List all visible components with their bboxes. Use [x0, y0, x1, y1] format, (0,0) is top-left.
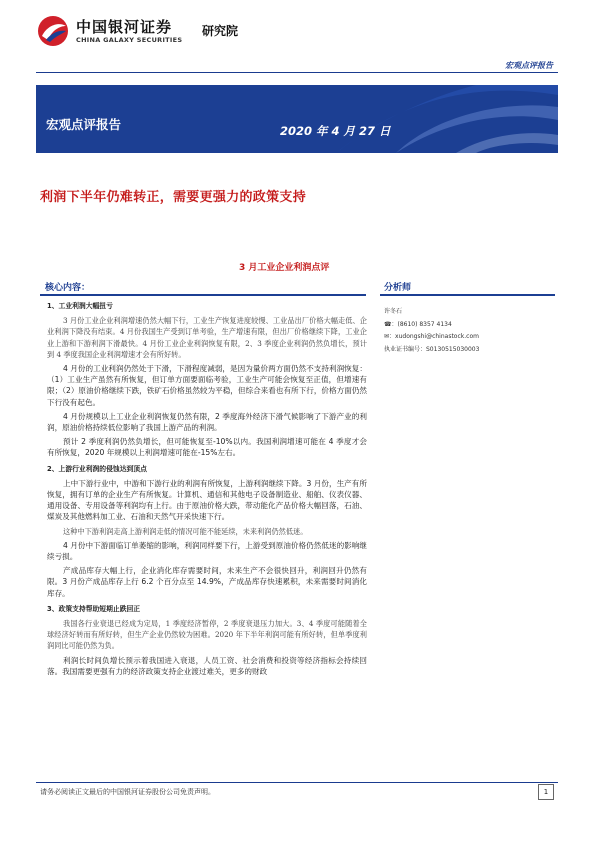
- page-number: 1: [538, 784, 554, 800]
- analyst-info: [384, 306, 559, 356]
- brand-name-en: CHINA GALAXY SECURITIES: [76, 36, 183, 44]
- brand-name-cn: 中国银河证券: [76, 18, 173, 36]
- paragraph: 4 月份中下游面临订单萎缩的影响，利润同样要下行，上游受到原油价格仍然低迷的影响继续亏损。: [47, 540, 367, 562]
- core-content-heading: 核心内容：: [45, 283, 91, 293]
- analyst-heading: 分析师: [384, 283, 412, 293]
- galaxy-logo-icon: [36, 14, 70, 48]
- title-banner: [36, 85, 558, 153]
- analyst-email[interactable]: ✉：xudongshi@chinastock.com: [384, 333, 479, 340]
- section-heading: 1、工业利润大幅扭亏: [47, 302, 113, 310]
- brand-institute: 研究院: [202, 24, 239, 38]
- report-subtitle: 3 月工业企业利润点评: [239, 263, 330, 273]
- section-heading: 3、政策支持帮助短期止跌回正: [47, 604, 141, 613]
- header-report-tag: 宏观点评报告: [505, 61, 553, 70]
- banner-report-type: 宏观点评报告: [46, 117, 122, 132]
- section-heading: 2、上游行业利润的侵蚀达到顶点: [47, 464, 147, 473]
- paragraph: 利润长时间负增长预示着我国进入衰退，人员工资、社会消费和投资等经济指标会持续回落。我国需要更强有力的经济政策支持企业渡过难关，更多的财政: [47, 655, 367, 676]
- analyst-license: 执业证书编号：S0130515030003: [384, 345, 480, 353]
- analyst-heading-rule: [380, 294, 555, 296]
- footer-disclaimer: 请务必阅读正文最后的中国银河证券股份公司免责声明。: [40, 788, 215, 796]
- paragraph: 产成品库存大幅上行，企业消化库存需要时间，未来生产不会很快回升，利润回升仍然有限。3 月份产成品库存上行 6.2 个百分点至 14.9%，产成品库存快速累积，未来需要时间消化库存。: [47, 566, 367, 598]
- analyst-phone: ☎：(8610) 8357 4134: [384, 320, 452, 328]
- report-title: 利润下半年仍难转正，需要更强力的政策支持: [40, 190, 307, 205]
- report-date: 2020 年 4 月 27 日: [280, 124, 391, 138]
- core-heading-rule: [40, 294, 366, 296]
- core-content-body: [47, 301, 367, 680]
- footer-divider: [36, 782, 558, 783]
- paragraph: 这种中下游利润走高上游利润走低的情况可能不能延续，未来利润仍然低迷。: [63, 526, 308, 536]
- paragraph: 4 月份规模以上工业企业利润恢复仍然有限，2 季度海外经济下滑气候影响了下游产业的利润，原油价格持续低位影响了我国上游产品的利润。: [47, 411, 367, 433]
- paragraph: 上中下游行业中，中游和下游行业的利润有所恢复，上游利润继续下降。3 月份，生产有所恢复，拥有订单的企业生产有所恢复。计算机、通信和其他电子设备制造业、船舶、仪表仪器、通用设备、专用设备等利润均有上行。由于原油价格大跌，带动能化产品价格大幅回落，石油、煤炭及其他燃料加工业、石油和天然气开采快速下行。: [47, 478, 367, 522]
- paragraph: 我国各行业衰退已经成为定局，1 季度经济暂停，2 季度衰退压力加大。3、4 季度可能随着全球经济好转而有所好转，但生产企业仍然较为困难。2020 年下半年利润可能有所好转，但单季度利润同比可能仍然为负。: [47, 619, 367, 651]
- paragraph: 3 月份工业企业利润增速仍然大幅下行，工业生产恢复进度较慢、工业品出厂价格大幅走低、企业利润下降没有结束。4 月份我国生产受到订单考验，生产增速有限，但出厂价格继续下降，工业企业上游和下游利润下滑最快。4 月份工业企业利润恢复有限，2、3 季度企业利润仍然负增长，预计到 4 季度我国企业利润增速才会有所好转。: [47, 316, 367, 359]
- header-divider: [36, 72, 558, 73]
- paragraph: 预计 2 季度利润仍然负增长，但可能恢复至-10%以内。我国利润增速可能在 4 季度才会有所恢复，2020 年规模以上利润增速可能在-15%左右。: [47, 437, 367, 458]
- paragraph: 4 月份的工业利润仍然处于下滑，下滑程度减弱，是因为量价两方面仍然不支持利润恢复：（1）工业生产虽然有所恢复，但订单方面要面临考验，工业生产可能会恢复至正值，但增速有限；（2）原油价格继续下跌，铁矿石价格虽然较为平稳，但综合来看也有所下行，价格方面仍然下行没有起色。: [47, 364, 367, 407]
- analyst-name: 许冬石: [384, 308, 403, 315]
